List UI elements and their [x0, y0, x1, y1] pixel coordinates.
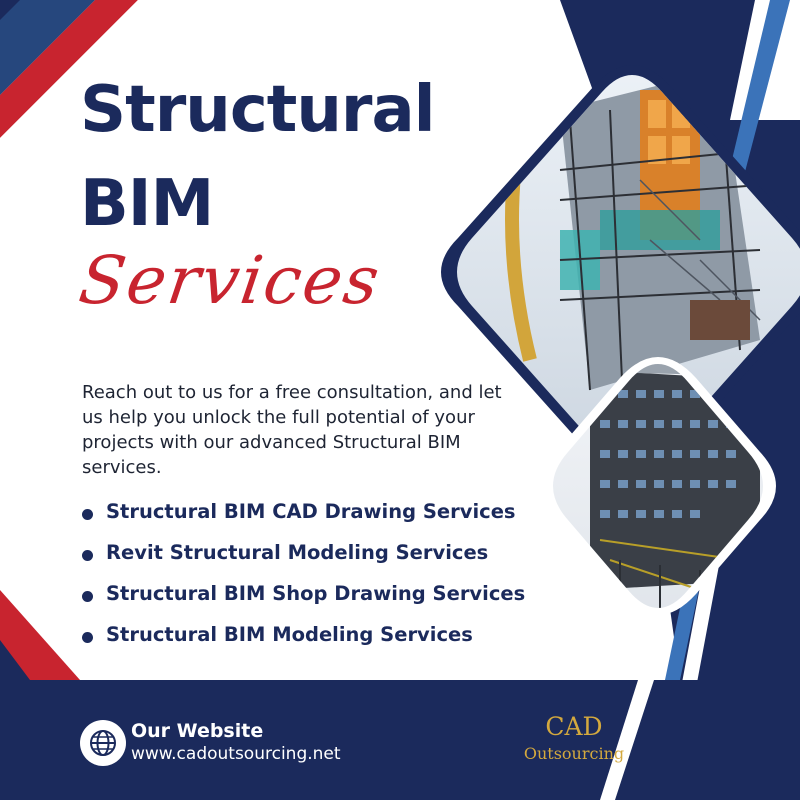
service-label: Structural BIM Shop Drawing Services: [106, 582, 526, 605]
service-item: [82, 500, 525, 541]
website-label: Our Website: [131, 720, 264, 742]
brand-logo: [500, 712, 648, 766]
bullet-icon: [82, 591, 93, 602]
brand-subtitle: Outsourcing: [523, 744, 625, 763]
headline-structural: Structural: [80, 73, 435, 147]
globe-icon: [80, 720, 126, 766]
headline-services-script: Services: [74, 242, 386, 319]
service-item: [82, 623, 525, 664]
bullet-icon: [82, 632, 93, 643]
description-text: Reach out to us for a free consultation, and let us help you unlock the full potential of your projects with our advanced Structural BIM services.: [82, 382, 502, 478]
website-url-link[interactable]: www.cadoutsourcing.net: [131, 744, 341, 764]
headline-bim: BIM: [80, 167, 214, 241]
brand-name: CAD: [545, 712, 603, 741]
bullet-icon: [82, 509, 93, 520]
service-label: Revit Structural Modeling Services: [106, 541, 489, 564]
service-label: Structural BIM CAD Drawing Services: [106, 500, 516, 523]
services-list: [82, 500, 525, 664]
bullet-icon: [82, 550, 93, 561]
service-item: [82, 541, 525, 582]
service-item: [82, 582, 525, 623]
service-label: Structural BIM Modeling Services: [106, 623, 473, 646]
